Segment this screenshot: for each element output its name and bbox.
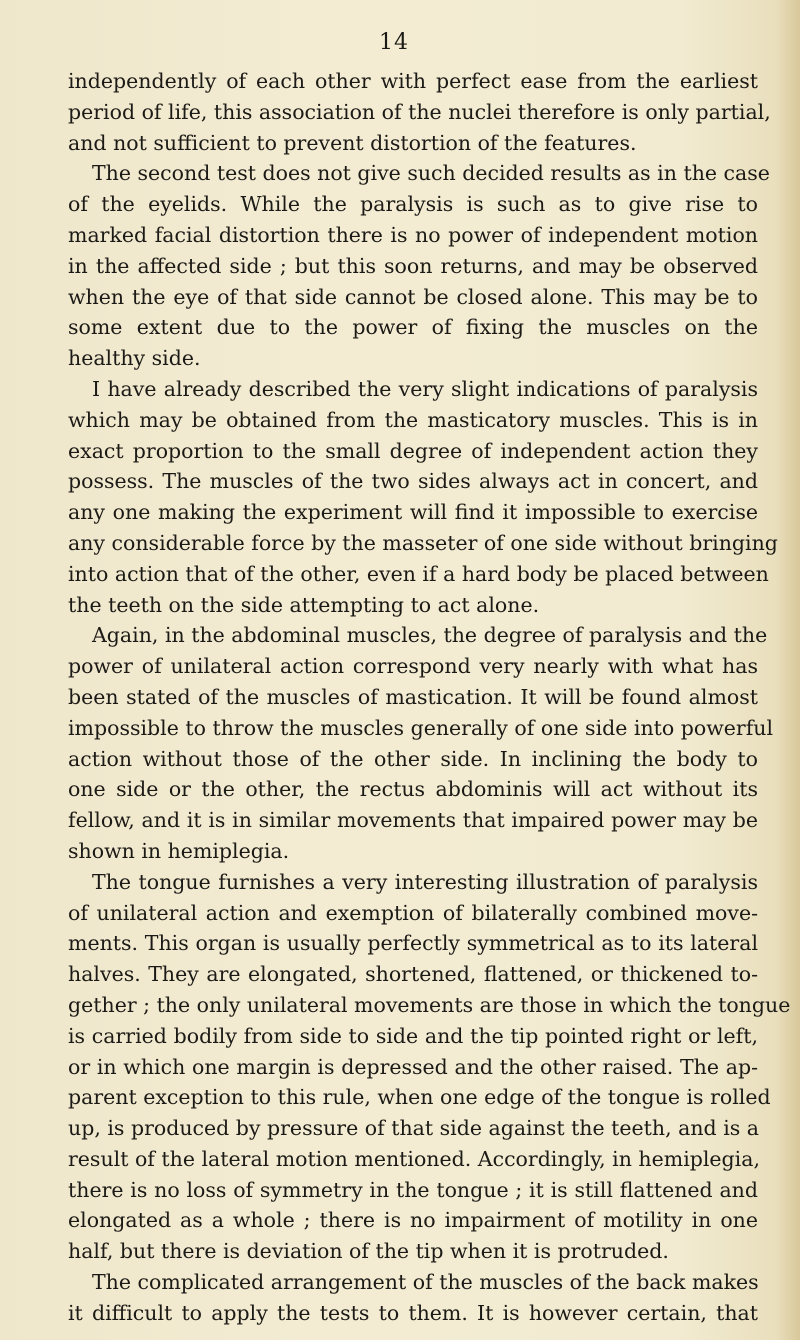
text-line: The second test does not give such decided results as in the case bbox=[92, 161, 770, 186]
text-line: Again, in the abdominal muscles, the degree of paralysis and the bbox=[92, 623, 768, 648]
text-line: parent exception to this rule, when one edge of the tongue is rolled bbox=[68, 1085, 771, 1110]
text-line: The complicated arrangement of the muscles of the back makes bbox=[92, 1270, 759, 1295]
text-line: fellow, and it is in similar movements that impaired power may be bbox=[68, 808, 758, 833]
text-line: been stated of the muscles of mastication. It will be found almost bbox=[68, 684, 758, 709]
text-line: possess. The muscles of the two sides always act in concert, and bbox=[68, 469, 758, 494]
text-line: result of the lateral motion mentioned. Accordingly, in hemiplegia, bbox=[68, 1146, 760, 1171]
text-line: impossible to throw the muscles generally of one side into powerful bbox=[68, 715, 774, 740]
paragraph bbox=[68, 1267, 758, 1329]
text-line: and not sufficient to prevent distortion of the features. bbox=[68, 130, 637, 155]
text-line: any one making the experiment will find it impossible to exercise bbox=[68, 500, 758, 525]
body-text bbox=[68, 66, 791, 1329]
paragraph bbox=[68, 158, 770, 374]
paragraph bbox=[68, 867, 791, 1267]
text-line: half, but there is deviation of the tip when it is protruded. bbox=[68, 1239, 669, 1264]
text-line: is carried bodily from side to side and the tip pointed right or left, bbox=[68, 1023, 758, 1048]
text-line: some extent due to the power of fixing the muscles on the bbox=[68, 315, 758, 340]
text-line: which may be obtained from the masticatory muscles. This is in bbox=[68, 407, 758, 432]
text-line: exact proportion to the small degree of independent action they bbox=[68, 438, 758, 463]
text-line: when the eye of that side cannot be closed alone. This may be to bbox=[68, 284, 758, 309]
text-line: into action that of the other, even if a hard body be placed between bbox=[68, 561, 769, 586]
paragraph bbox=[68, 374, 778, 620]
text-line: there is no loss of symmetry in the tongue ; it is still flattened and bbox=[68, 1177, 758, 1202]
text-line: marked facial distortion there is no power of independent motion bbox=[68, 222, 758, 247]
text-line: the teeth on the side attempting to act alone. bbox=[68, 592, 540, 617]
text-line: The tongue furnishes a very interesting illustration of paralysis bbox=[92, 869, 758, 894]
text-line: up, is produced by pressure of that side against the teeth, and is a bbox=[68, 1116, 760, 1141]
text-line: of unilateral action and exemption of bilaterally combined move- bbox=[68, 900, 758, 925]
text-line: healthy side. bbox=[68, 346, 201, 371]
text-line: I have already described the very slight indications of paralysis bbox=[92, 376, 758, 401]
paragraph bbox=[68, 66, 771, 158]
text-line: it difficult to apply the tests to them. It is however certain, that bbox=[68, 1300, 758, 1325]
text-line: or in which one margin is depressed and the other raised. The ap- bbox=[68, 1054, 758, 1079]
text-line: period of life, this association of the nuclei therefore is only partial, bbox=[68, 99, 771, 124]
page-number: 14 bbox=[379, 30, 409, 55]
text-line: independently of each other with perfect ease from the earliest bbox=[68, 69, 758, 93]
text-line: gether ; the only unilateral movements are those in which the tongue bbox=[68, 992, 791, 1017]
text-line: power of unilateral action correspond very nearly with what has bbox=[68, 654, 758, 679]
text-line: action without those of the other side. In inclining the body to bbox=[68, 746, 758, 771]
text-line: any considerable force by the masseter of one side without bringing bbox=[68, 530, 778, 555]
text-line: halves. They are elongated, shortened, flattened, or thickened to- bbox=[68, 962, 758, 987]
text-line: of the eyelids. While the paralysis is such as to give rise to bbox=[68, 192, 758, 217]
text-line: shown in hemiplegia. bbox=[68, 838, 290, 863]
text-line: in the affected side ; but this soon returns, and may be observed bbox=[68, 253, 758, 278]
text-line: one side or the other, the rectus abdominis will act without its bbox=[68, 777, 758, 802]
text-line: elongated as a whole ; there is no impairment of motility in one bbox=[68, 1208, 758, 1233]
text-line: ments. This organ is usually perfectly symmetrical as to its lateral bbox=[68, 931, 758, 956]
paragraph bbox=[68, 620, 774, 866]
